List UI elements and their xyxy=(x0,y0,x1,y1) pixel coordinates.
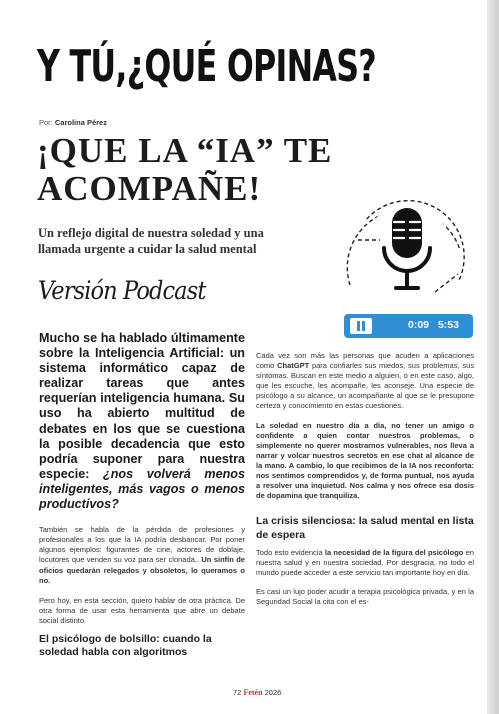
right-p3-bold: la necesidad de la figura del psicólogo xyxy=(324,547,464,557)
right-p1-b: para confiarles sus miedos, sus problemas, sus síntomas. Buscan en este medio a alguien, o en este caso, algo, que les escuche, les acompañe, les aconseje. Una especie de psicólogo a su alcance, un acompañante al que se le presupone certeza y conocimiento en estas cuestiones. xyxy=(256,361,474,411)
left-column xyxy=(39,331,245,659)
right-p2-bold: La soledad en nuestro día a día, no tener un amigo o confidente a quien contar nuestros problemas, o simplemente no querer mostrarnos vulnerables, nos lleva a narrar y volcar nuestros secretos en ese chat al alcance de la mano. A cambio, lo que recibimos de la IA nos reconforta: nos sentimos comprendidos y, de forma puntual, nos ayuda a resolver una inquietud. Nos calma y nos ofrece esa dosis de dopamina que tranquiliza. xyxy=(256,420,474,501)
lede-paragraph xyxy=(39,331,245,512)
left-p1-text: También se habla de la pérdida de profesiones y profesionales a los que la IA podría desbancar. Por poner algunos ejemplos: figurantes de cine, actores de doblaje, locutores que venden su voz para ser clonada.. xyxy=(39,525,245,565)
lede-question: ¿nos volverá menos inteligentes, más vagos o menos productivos? xyxy=(39,466,246,512)
podcast-label: Versión Podcast xyxy=(38,276,206,305)
issue-year: 2026 xyxy=(264,688,282,697)
lede-text: Mucho se ha hablado últimamente sobre la Inteligencia Artificial: un sistema informático capaz de realizar tareas que antes requerían inteligencia humana. Su uso ha abierto multitud de debates en los que se cuestiona la posible decadencia que esto podría suponer para nuestra especie: xyxy=(39,331,245,481)
right-paragraph-1 xyxy=(256,351,474,412)
page-footer xyxy=(233,688,281,697)
right-p3-a: Todo esto evidencia xyxy=(256,547,323,557)
page-edge xyxy=(487,0,499,714)
right-p3-b: en nuestra salud y en nuestra sociedad. Por desgracia, no todo el mundo puede acceder a este servicio tan importante hoy en día. xyxy=(256,547,474,577)
player-time xyxy=(408,319,459,331)
podcast-player xyxy=(344,314,473,338)
byline-prefix: Por: xyxy=(39,118,53,127)
left-paragraph-2: Pero hoy, en esta sección, quiero hablar de otra práctica. De otra forma de usar esta herramienta que abre un debate social distinto. xyxy=(39,595,245,625)
left-p1-bold: Un sinfín de oficios quedarán relegados y obsoletos, lo queramos o no. xyxy=(39,555,245,585)
article-subtitle xyxy=(38,225,298,257)
pause-icon xyxy=(357,321,360,331)
magazine-brand: Fetén xyxy=(243,688,263,697)
microphone-icon xyxy=(340,190,470,300)
right-paragraph-4: Es casi un lujo poder acudir a terapia psicológica privada, y en la Seguridad Social la cita con el es- xyxy=(256,587,474,607)
right-paragraph-2 xyxy=(256,421,474,502)
subtitle-line-2: llamada urgente a cuidar la salud mental xyxy=(38,242,257,256)
page-number: 72 xyxy=(233,688,242,697)
right-column xyxy=(256,351,474,607)
current-time: 0:09 xyxy=(408,319,430,331)
right-p1-app: ChatGPT xyxy=(277,361,310,371)
byline xyxy=(39,118,107,127)
left-subheading: El psicólogo de bolsillo: cuando la soledad habla con algoritmos xyxy=(39,632,212,659)
byline-author: Carolina Pérez xyxy=(54,118,107,127)
left-paragraph-1 xyxy=(39,525,245,586)
headline-line-2: ACOMPAÑE! xyxy=(37,169,262,208)
subtitle-line-1: Un reflejo digital de nuestra soledad y una xyxy=(38,226,264,240)
section-title: Y TÚ,¿QUÉ OPINAS? xyxy=(37,41,376,92)
right-subheading: La crisis silenciosa: la salud mental en lista de espera xyxy=(256,515,474,541)
total-time: 5:53 xyxy=(437,319,459,331)
right-paragraph-3 xyxy=(256,548,474,578)
headline-line-1: ¡QUE LA “IA” TE xyxy=(37,131,333,170)
pause-button[interactable] xyxy=(350,318,372,334)
pause-icon-bar xyxy=(362,321,365,331)
right-p1-a: Cada vez son más las personas que acuden a aplicaciones como xyxy=(256,351,474,371)
